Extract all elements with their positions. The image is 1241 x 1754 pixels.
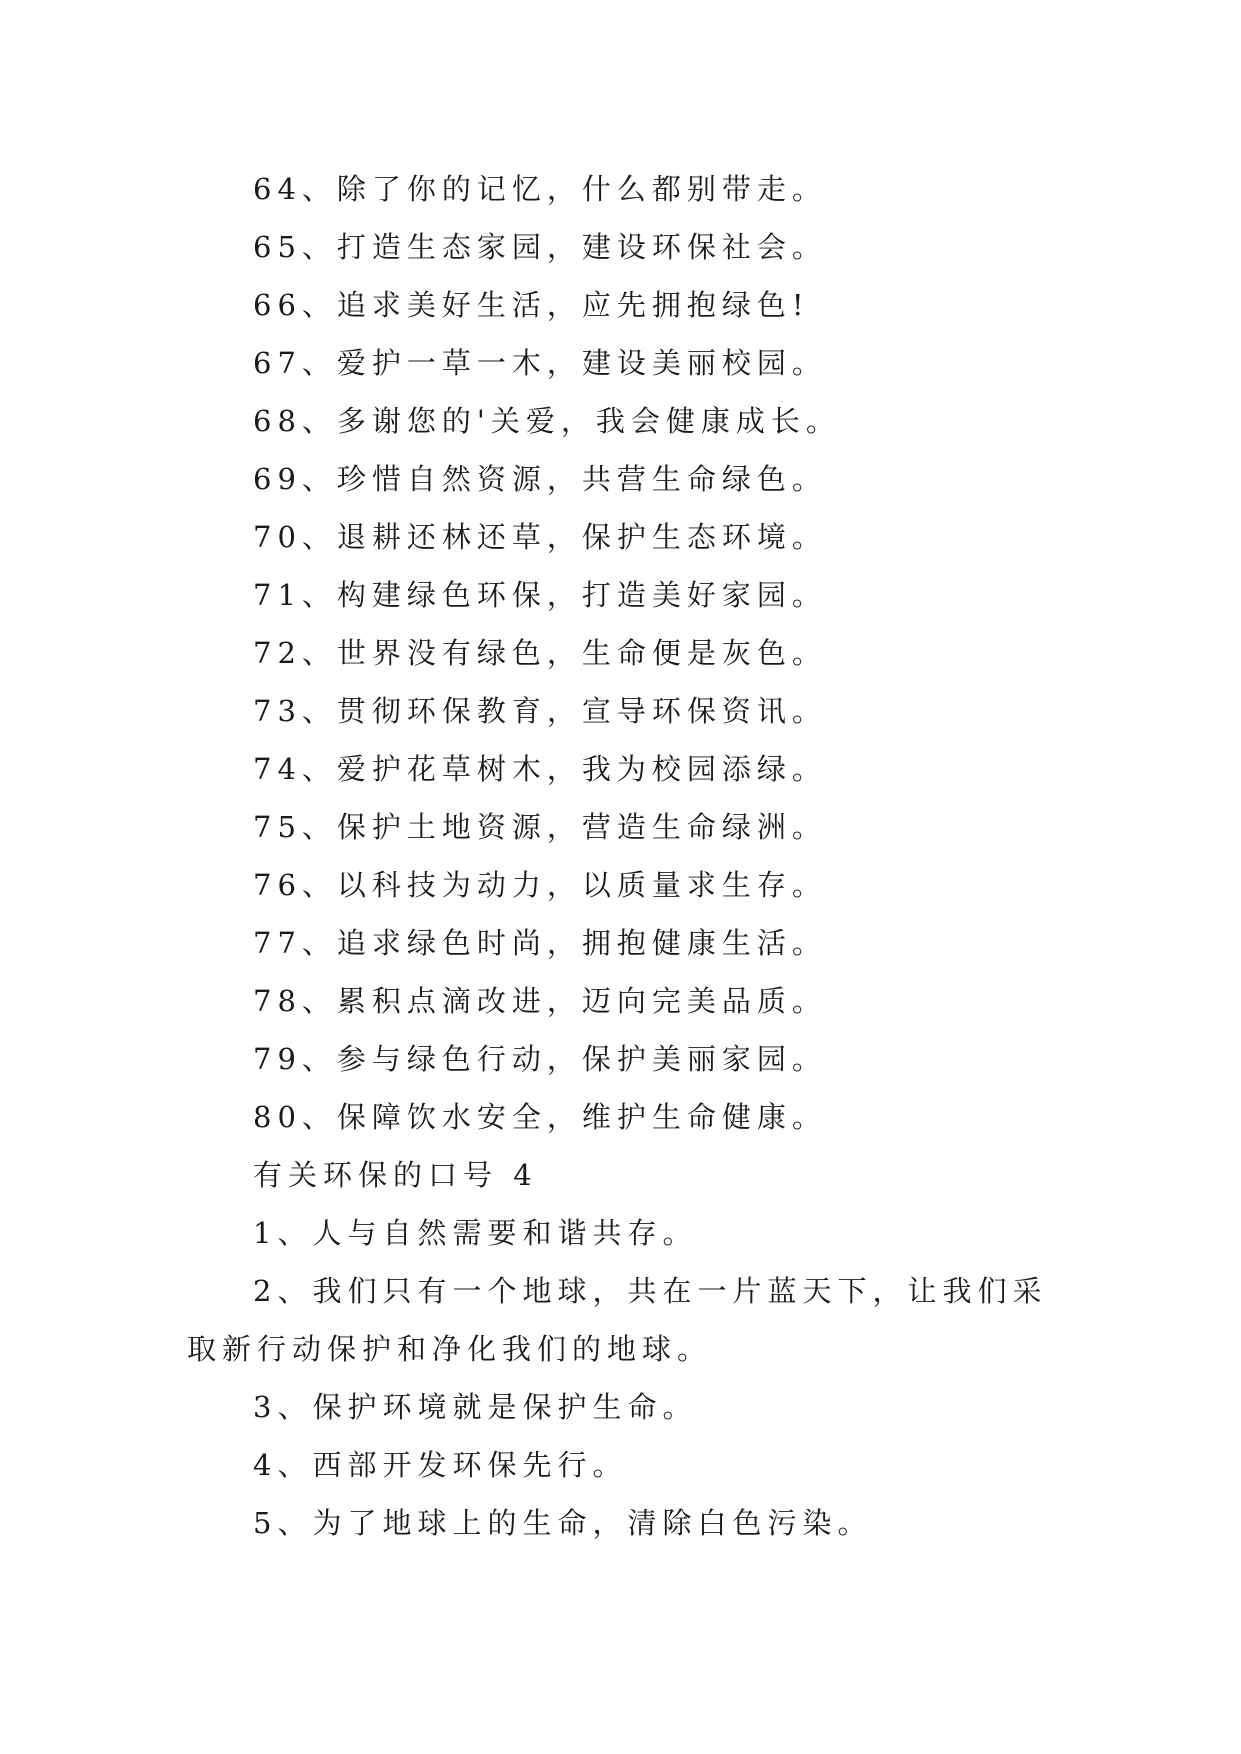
slogan-line: 68、多谢您的'关爱，我会健康成长。 [253,404,841,438]
slogan-line: 76、以科技为动力，以质量求生存。 [253,868,827,902]
slogan-line: 67、爱护一草一木，建设美丽校园。 [253,346,827,380]
section-line: 5、为了地球上的生命，清除白色污染。 [253,1506,873,1540]
document-body [187,160,1067,1552]
slogan-line: 69、珍惜自然资源，共营生命绿色。 [253,462,827,496]
slogan-line: 66、追求美好生活，应先拥抱绿色! [253,288,810,322]
section-line: 3、保护环境就是保护生命。 [253,1390,698,1424]
slogan-line: 77、追求绿色时尚，拥抱健康生活。 [253,926,827,960]
slogan-line: 75、保护土地资源，营造生命绿洲。 [253,810,827,844]
slogan-line: 74、爱护花草树木，我为校园添绿。 [253,752,827,786]
slogan-line: 73、贯彻环保教育，宣导环保资讯。 [253,694,827,728]
slogan-line: 80、保障饮水安全，维护生命健康。 [253,1100,827,1134]
slogan-line: 72、世界没有绿色，生命便是灰色。 [253,636,827,670]
section-line: 2、我们只有一个地球，共在一片蓝天下，让我们采取新行动保护和净化我们的地球。 [187,1274,1048,1366]
section-heading: 有关环保的口号 4 [253,1158,538,1192]
section-line: 1、人与自然需要和谐共存。 [253,1216,698,1250]
slogan-line: 64、除了你的记忆，什么都别带走。 [253,172,827,206]
slogan-line: 79、参与绿色行动，保护美丽家园。 [253,1042,827,1076]
slogan-line: 65、打造生态家园，建设环保社会。 [253,230,827,264]
slogan-line: 71、构建绿色环保，打造美好家园。 [253,578,827,612]
slogan-line: 78、累积点滴改进，迈向完美品质。 [253,984,827,1018]
slogan-line: 70、退耕还林还草，保护生态环境。 [253,520,827,554]
section-line: 4、西部开发环保先行。 [253,1448,628,1482]
